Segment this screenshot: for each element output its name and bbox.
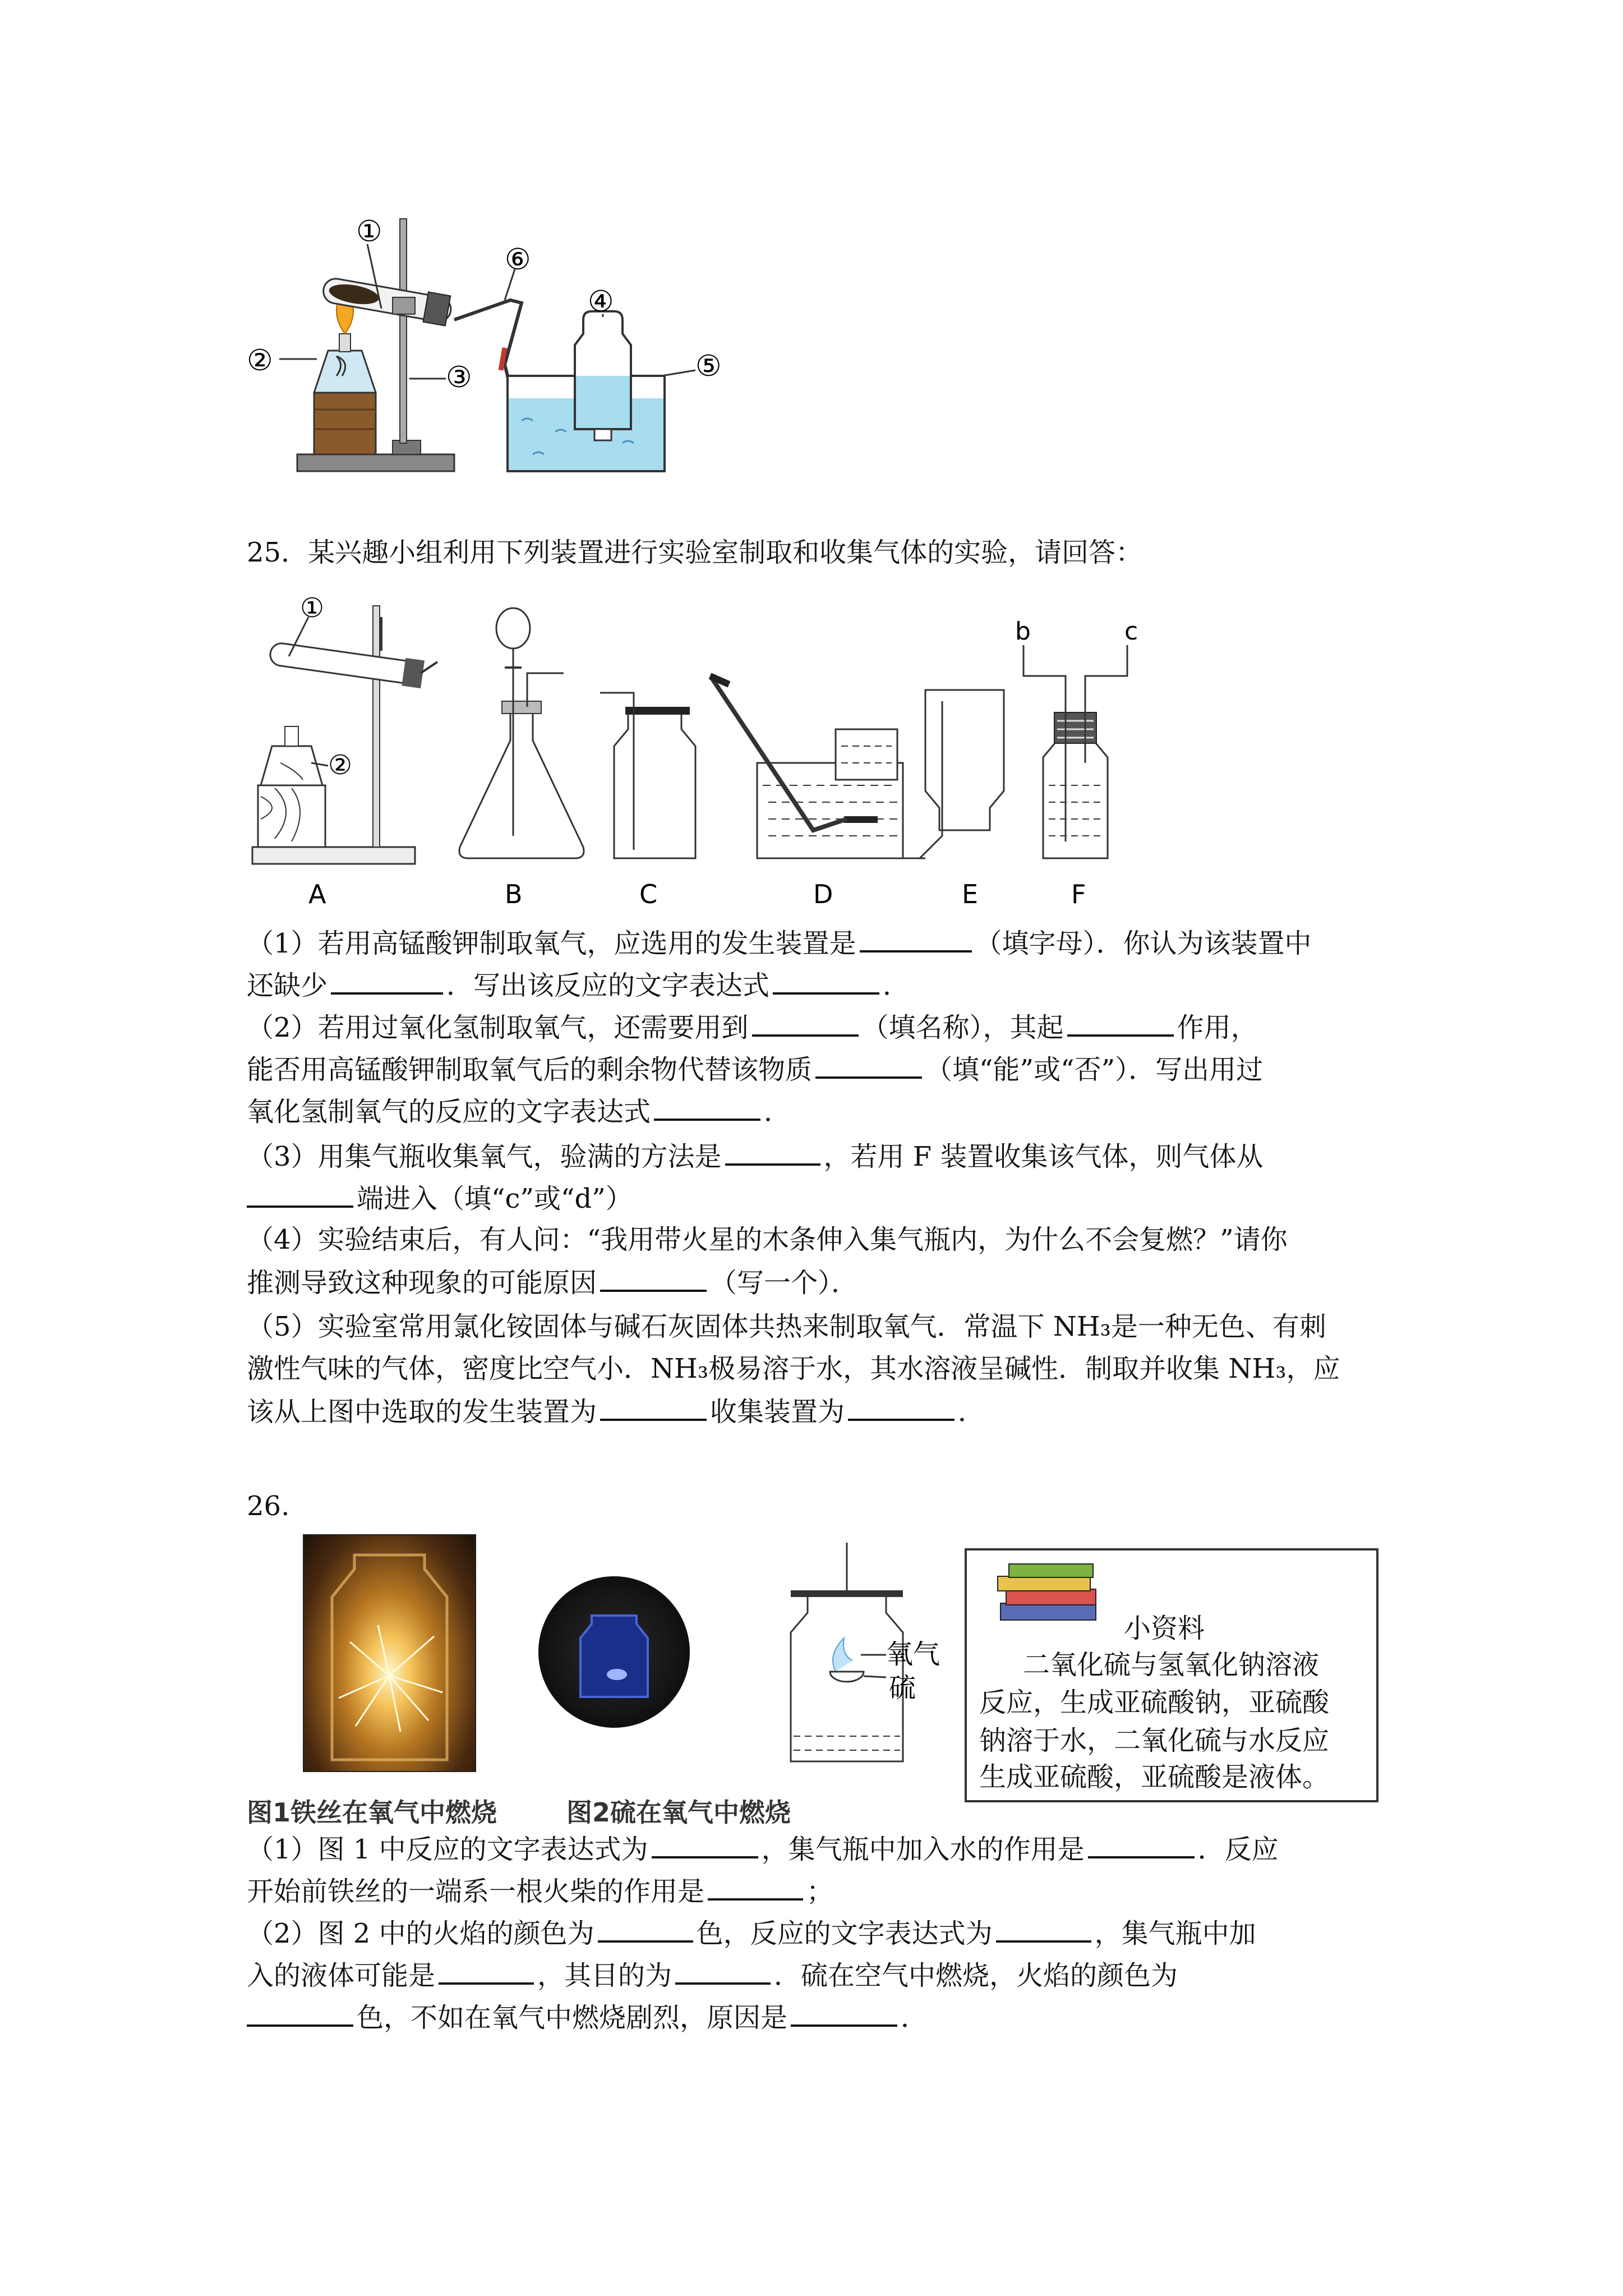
photo-iron-burning <box>303 1534 476 1772</box>
q26-line-2: 开始前铁丝的一端系一根火柴的作用是 ； <box>247 1874 833 1908</box>
apparatus-f <box>1015 617 1138 858</box>
apparatus-d <box>710 676 903 858</box>
apparatus-a <box>252 595 437 864</box>
apparatus-b <box>459 608 584 858</box>
info-box-line-4: 生成亚硫酸，亚硫酸是液体。 <box>979 1761 1330 1793</box>
answer-blank[interactable] <box>652 1832 758 1858</box>
answer-blank[interactable] <box>439 1958 534 1985</box>
iron-stand-base <box>297 454 454 471</box>
answer-blank[interactable] <box>815 1052 922 1079</box>
q25-line-8: （4）实验结束后，有人问：“我用带火星的木条伸入集气瓶内，为什么不会复燃？”请你 <box>247 1224 1288 1255</box>
answer-blank[interactable] <box>675 1958 771 1985</box>
info-box-line-1: 二氧化硫与氢氧化钠溶液 <box>1023 1649 1320 1681</box>
q26-number: 26. <box>247 1490 290 1522</box>
q25-line-2: 还缺少 ．写出该反应的文字表达式 ． <box>247 968 910 1002</box>
q25-line-1: （1）若用高锰酸钾制取氧气，应选用的发生装置是 （填字母）．你认为该装置中 <box>247 926 1312 960</box>
answer-blank[interactable] <box>773 968 879 995</box>
answer-blank[interactable] <box>708 1874 803 1901</box>
q26-line-5: 色，不如在氧气中燃烧剧烈，原因是 ． <box>247 2000 928 2035</box>
q25-line-12: 该从上图中选取的发生装置为 收集装置为 ． <box>247 1394 985 1429</box>
sulfur-bottle-diagram <box>774 1537 959 1773</box>
q25-line-9: 推测导致这种现象的可能原因 （写一个）． <box>247 1265 858 1300</box>
answer-blank[interactable] <box>1067 1010 1174 1037</box>
q25-apparatus-figure <box>241 595 1206 920</box>
q25-line-5: 氧化氢制氧气的反应的文字表达式 ． <box>247 1094 791 1129</box>
info-box-title: 小资料 <box>1124 1613 1205 1644</box>
answer-blank[interactable] <box>725 1139 820 1166</box>
answer-blank[interactable] <box>247 2000 353 2027</box>
answer-blank[interactable] <box>848 1394 955 1421</box>
label-e: E <box>962 879 979 909</box>
label-a: A <box>308 879 326 909</box>
q25-line-11: 激性气味的气体，密度比空气小．NH₃极易溶于水，其水溶液呈碱性．制取并收集 NH₃，应 <box>247 1353 1340 1384</box>
caption-figure-1: 图1铁丝在氧气中燃烧 <box>247 1797 497 1828</box>
answer-blank[interactable] <box>247 1181 353 1208</box>
label-f: F <box>1071 879 1086 909</box>
answer-blank[interactable] <box>654 1094 760 1121</box>
answer-blank[interactable] <box>791 2000 897 2027</box>
info-box-line-3: 钠溶于水，二氧化硫与水反应 <box>979 1725 1330 1756</box>
marker-5: ⑤ <box>695 349 722 383</box>
answer-blank[interactable] <box>1088 1832 1195 1858</box>
answer-blank[interactable] <box>752 1010 859 1037</box>
q25-stem: 25．某兴趣小组利用下列装置进行实验室制取和收集气体的实验，请回答： <box>247 537 1143 568</box>
q25-marker-1: ① <box>300 595 325 624</box>
q26-line-4: 入的液体可能是 ，其目的为 ．硫在空气中燃烧，火焰的颜色为 <box>247 1958 1178 1993</box>
port-label-b: b <box>1015 617 1031 646</box>
top-apparatus-figure <box>241 208 735 482</box>
q25-line-7: 端进入（填“c”或“d”） <box>247 1181 633 1216</box>
photo-sulfur-burning <box>538 1576 690 1728</box>
q25-line-6: （3）用集气瓶收集氧气，验满的方法是 ，若用 F 装置收集该气体，则气体从 <box>247 1139 1263 1174</box>
marker-1: ① <box>356 215 382 249</box>
q25-line-10: （5）实验室常用氯化铵固体与碱石灰固体共热来制取氧气．常温下 NH₃是一种无色、有刺 <box>247 1311 1326 1342</box>
answer-blank[interactable] <box>331 968 443 995</box>
q25-marker-2: ② <box>328 749 353 781</box>
answer-blank[interactable] <box>600 1394 707 1421</box>
answer-blank[interactable] <box>598 1916 693 1943</box>
answer-blank[interactable] <box>860 926 972 953</box>
marker-2: ② <box>247 344 273 378</box>
q25-line-4: 能否用高锰酸钾制取氧气后的剩余物代替该物质 （填“能”或“否”）．写出用过 <box>247 1052 1263 1087</box>
answer-blank[interactable] <box>600 1265 707 1292</box>
apparatus-e <box>903 690 1004 858</box>
wood-block <box>314 393 376 454</box>
info-box-line-2: 反应，生成亚硫酸钠，亚硫酸 <box>979 1687 1330 1718</box>
label-oxygen: 氧气 <box>886 1639 940 1670</box>
books-icon <box>995 1558 1107 1631</box>
info-box <box>965 1548 1378 1802</box>
marker-4: ④ <box>588 285 614 319</box>
answer-blank[interactable] <box>996 1916 1091 1943</box>
label-c: C <box>639 879 658 909</box>
iron-stand-rod <box>400 219 407 443</box>
q25-line-3: （2）若用过氧化氢制取氧气，还需要用到 （填名称），其起 作用， <box>247 1010 1258 1045</box>
caption-figure-2: 图2硫在氧气中燃烧 <box>566 1797 791 1828</box>
apparatus-c <box>600 693 695 858</box>
label-d: D <box>813 879 833 909</box>
label-sulfur: 硫 <box>889 1672 916 1704</box>
label-b: B <box>505 879 523 909</box>
marker-3: ③ <box>446 361 472 394</box>
marker-6: ⑥ <box>505 243 531 277</box>
q26-line-3: （2）图 2 中的火焰的颜色为 色，反应的文字表达式为 ，集气瓶中加 <box>247 1916 1256 1950</box>
port-label-c: c <box>1124 617 1138 646</box>
q26-line-1: （1）图 1 中反应的文字表达式为 ，集气瓶中加入水的作用是 ．反应 <box>247 1832 1279 1866</box>
